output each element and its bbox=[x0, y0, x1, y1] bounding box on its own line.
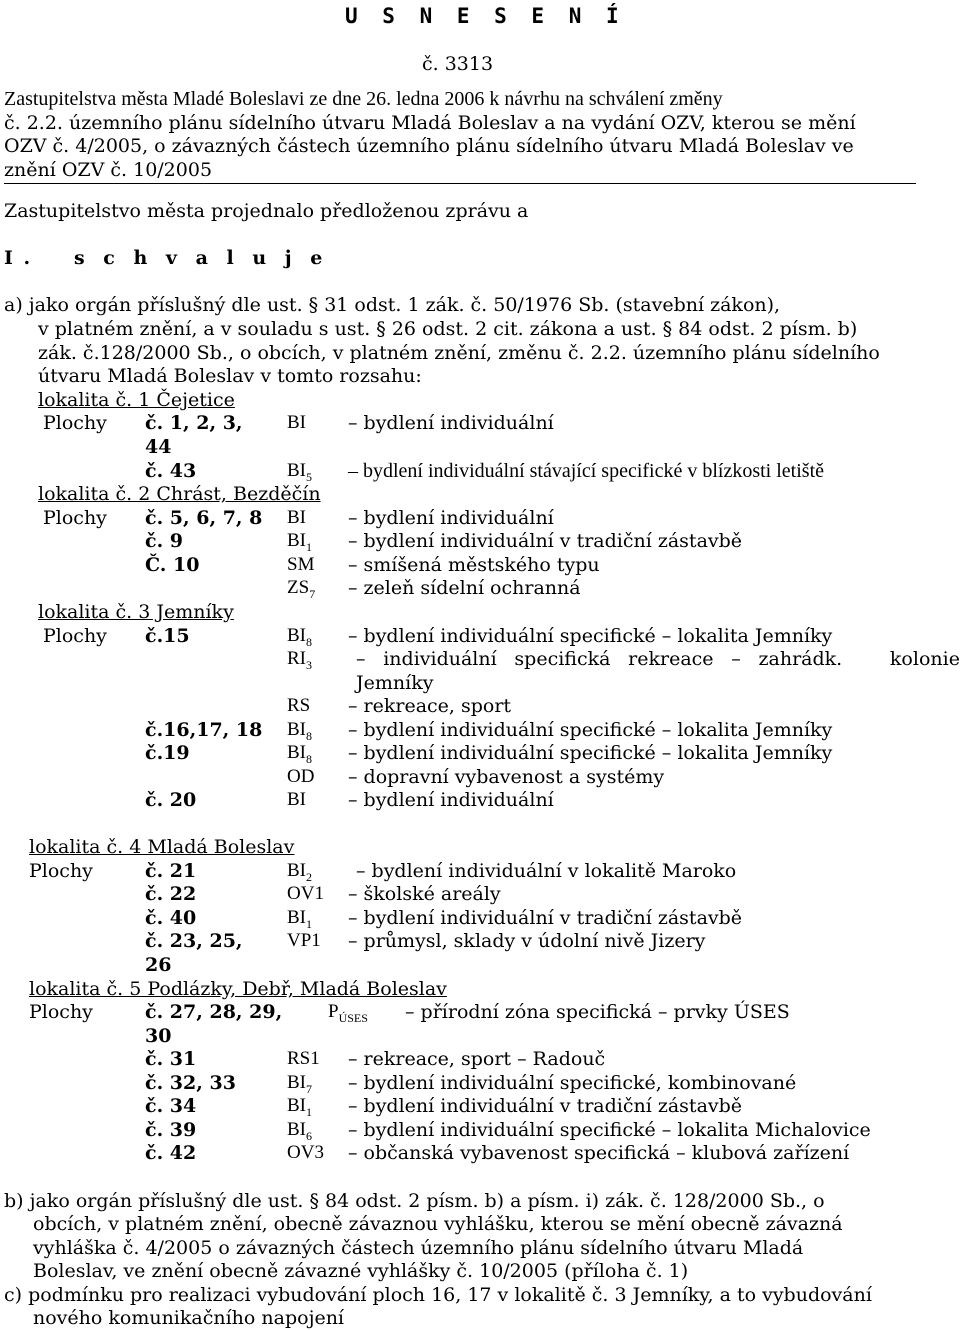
zone-code: OV3 bbox=[287, 1142, 324, 1163]
document-title: U S N E S E N Í bbox=[345, 4, 625, 28]
intro-line: znění OZV č. 10/2005 bbox=[4, 159, 213, 181]
resolution-number: č. 3313 bbox=[422, 53, 494, 75]
area-number: 26 bbox=[145, 954, 172, 976]
zone-description: – bydlení individuální specifické – lokalita Jemníky bbox=[348, 742, 833, 764]
zone-code: $BI_8$ bbox=[287, 625, 312, 649]
zone-code: $BI_6$ bbox=[287, 1119, 312, 1143]
zone-description: – bydlení individuální bbox=[348, 507, 554, 529]
zone-code: $ZS_7$ bbox=[287, 577, 316, 601]
zone-code: OD bbox=[287, 766, 315, 787]
area-number: č. 1, 2, 3, bbox=[145, 412, 243, 434]
zone-description: – bydlení individuální specifické – lokalita Michalovice bbox=[348, 1119, 871, 1141]
zone-code: $RI_3$ bbox=[287, 648, 312, 672]
zone-description: – bydlení individuální v tradiční zástavbě bbox=[348, 530, 743, 552]
locality-title: lokalita č. 5 Podlázky, Debř, Mladá Boleslav bbox=[29, 978, 447, 1000]
zone-code: $BI_8$ bbox=[287, 719, 312, 743]
zone-code: $BI_8$ bbox=[287, 742, 312, 766]
zone-code: RS bbox=[287, 695, 311, 716]
zone-description: – bydlení individuální v lokalitě Maroko bbox=[356, 860, 737, 882]
zone-code: $BI_5$ bbox=[287, 460, 312, 484]
zone-code: $BI_1$ bbox=[287, 530, 312, 554]
section-numeral: I . bbox=[4, 247, 33, 269]
zone-description: – občanská vybavenost specifická – klubová zařízení bbox=[348, 1142, 850, 1164]
para-c-line: nového komunikačního napojení bbox=[33, 1307, 345, 1329]
zone-code: $BI_7$ bbox=[287, 1072, 312, 1096]
zone-description-continued: Jemníky bbox=[356, 672, 434, 694]
zone-description: – bydlení individuální bbox=[348, 789, 554, 811]
para-c-line: c) podmínku pro realizaci vybudování ploch 16, 17 v lokalitě č. 3 Jemníky, a to vybudování bbox=[4, 1284, 872, 1306]
divider-line bbox=[4, 183, 916, 184]
para-b-line: b) jako orgán příslušný dle ust. § 84 odst. 2 písm. b) a písm. i) zák. č. 128/2000 Sb., o bbox=[4, 1190, 825, 1212]
para-a-line: útvaru Mladá Boleslav v tomto rozsahu: bbox=[38, 365, 422, 387]
area-number: č. 42 bbox=[145, 1142, 197, 1164]
area-label: Plochy bbox=[43, 507, 107, 529]
para-a-line: zák. č.128/2000 Sb., o obcích, v platném znění, změnu č. 2.2. územního plánu sídelního bbox=[38, 342, 880, 364]
area-number: č. 22 bbox=[145, 883, 197, 905]
area-label: Plochy bbox=[43, 625, 107, 647]
zone-description: – průmysl, sklady v údolní nivě Jizery bbox=[348, 930, 706, 952]
locality-title: lokalita č. 4 Mladá Boleslav bbox=[29, 836, 295, 858]
area-number: Č. 10 bbox=[145, 554, 200, 576]
zone-description: – individuální specifická rekreace – zahrádk. kolonie bbox=[356, 648, 960, 670]
zone-description: – bydlení individuální v tradiční zástavbě bbox=[348, 907, 743, 929]
area-number: č. 31 bbox=[145, 1048, 197, 1070]
area-number: 30 bbox=[145, 1025, 172, 1047]
area-number: č.15 bbox=[145, 625, 190, 647]
zone-description: – smíšená městského typu bbox=[348, 554, 600, 576]
area-number: č. 23, 25, bbox=[145, 930, 243, 952]
zone-code: $BI_1$ bbox=[287, 907, 312, 931]
zone-code: $BI_2$ bbox=[287, 860, 312, 884]
area-label: Plochy bbox=[43, 412, 107, 434]
zone-code: SM bbox=[287, 554, 315, 575]
zone-description: – zeleň sídelní ochranná bbox=[348, 577, 581, 599]
area-number: č. 20 bbox=[145, 789, 197, 811]
zone-code: BI bbox=[287, 412, 306, 433]
area-number: č. 32, 33 bbox=[145, 1072, 236, 1094]
zone-description: – rekreace, sport – Radouč bbox=[348, 1048, 606, 1070]
zone-description: – přírodní zóna specifická – prvky ÚSES bbox=[405, 1001, 790, 1023]
zone-code: $P_{ÚSES}$ bbox=[328, 1001, 368, 1025]
intro-line: Zastupitelstva města Mladé Boleslavi ze dne 26. ledna 2006 k návrhu na schválení změny bbox=[4, 88, 723, 110]
area-label: Plochy bbox=[29, 1001, 93, 1023]
zone-code: $BI_1$ bbox=[287, 1095, 312, 1119]
locality-title: lokalita č. 2 Chrást, Bezděčín bbox=[38, 483, 321, 505]
intro-line: OZV č. 4/2005, o závazných částech územního plánu sídelního útvaru Mladá Boleslav ve bbox=[4, 135, 854, 157]
zone-description: – dopravní vybavenost a systémy bbox=[348, 766, 665, 788]
para-b-line: obcích, v platném znění, obecně závaznou vyhlášku, kterou se mění obecně závazná bbox=[33, 1213, 843, 1235]
area-number: č. 40 bbox=[145, 907, 197, 929]
area-number: č. 9 bbox=[145, 530, 184, 552]
zone-code: VP1 bbox=[287, 930, 321, 951]
council-statement: Zastupitelstvo města projednalo předloženou zprávu a bbox=[4, 200, 529, 222]
zone-code: BI bbox=[287, 507, 306, 528]
zone-description: – bydlení individuální stávající specifické v blízkosti letiště bbox=[348, 460, 825, 482]
area-number: 44 bbox=[145, 436, 172, 458]
zone-description: – bydlení individuální v tradiční zástavbě bbox=[348, 1095, 743, 1117]
section-verb: s c h v a l u j e bbox=[74, 247, 329, 269]
para-a-line: v platném znění, a v souladu s ust. § 26 odst. 2 cit. zákona a ust. § 84 odst. 2 písm. b) bbox=[38, 318, 858, 340]
area-number: č. 39 bbox=[145, 1119, 197, 1141]
area-number: č. 34 bbox=[145, 1095, 197, 1117]
zone-code: RS1 bbox=[287, 1048, 320, 1069]
zone-description: – bydlení individuální specifické – lokalita Jemníky bbox=[348, 625, 833, 647]
area-number: č. 21 bbox=[145, 860, 197, 882]
area-number: č. 43 bbox=[145, 460, 197, 482]
zone-code: BI bbox=[287, 789, 306, 810]
para-b-line: Boleslav, ve znění obecně závazné vyhlášky č. 10/2005 (příloha č. 1) bbox=[33, 1260, 689, 1282]
zone-description: – bydlení individuální specifické, kombinované bbox=[348, 1072, 797, 1094]
zone-description: – školské areály bbox=[348, 883, 501, 905]
intro-line: č. 2.2. územního plánu sídelního útvaru Mladá Boleslav a na vydání OZV, kterou se mění bbox=[4, 112, 856, 134]
locality-title: lokalita č. 1 Čejetice bbox=[38, 389, 235, 411]
area-number: č. 27, 28, 29, bbox=[145, 1001, 283, 1023]
area-number: č.16,17, 18 bbox=[145, 719, 263, 741]
para-b-line: vyhláška č. 4/2005 o závazných částech územního plánu sídelního útvaru Mladá bbox=[33, 1237, 804, 1259]
para-a-line: a) jako orgán příslušný dle ust. § 31 odst. 1 zák. č. 50/1976 Sb. (stavební zákon), bbox=[4, 294, 781, 316]
zone-description: – bydlení individuální bbox=[348, 412, 554, 434]
area-number: č. 5, 6, 7, 8 bbox=[145, 507, 263, 529]
zone-description: – rekreace, sport bbox=[348, 695, 512, 717]
locality-title: lokalita č. 3 Jemníky bbox=[38, 601, 234, 623]
zone-description: – bydlení individuální specifické – lokalita Jemníky bbox=[348, 719, 833, 741]
area-number: č.19 bbox=[145, 742, 190, 764]
zone-code: OV1 bbox=[287, 883, 324, 904]
area-label: Plochy bbox=[29, 860, 93, 882]
